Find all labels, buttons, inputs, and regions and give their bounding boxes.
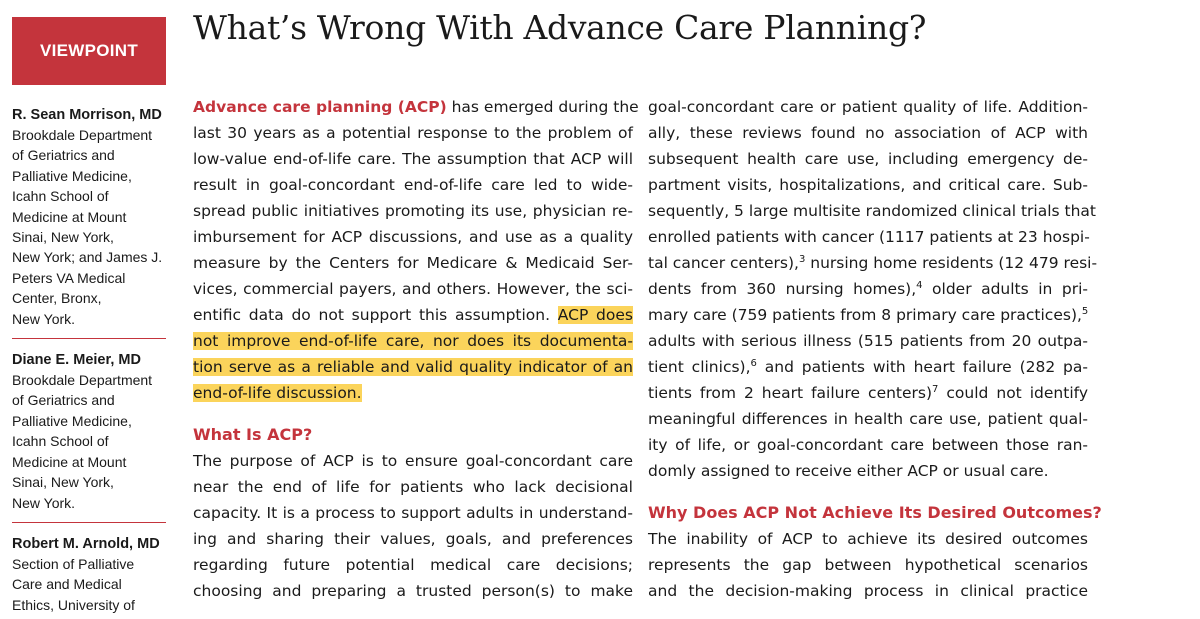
affiliation-line: of Geriatrics and bbox=[12, 392, 115, 409]
text-line: domly assigned to receive either ACP or usual care. bbox=[648, 462, 1049, 480]
affiliation-line: Peters VA Medical bbox=[12, 269, 126, 286]
affiliation-line: Palliative Medicine, bbox=[12, 167, 132, 184]
highlighted-text: ACP does bbox=[557, 306, 633, 324]
affiliation-line: of Geriatrics and bbox=[12, 147, 115, 164]
text-span: older adults in pri- bbox=[922, 280, 1088, 298]
body-column-right bbox=[648, 94, 1102, 604]
text-span: dents from 360 nursing homes), bbox=[648, 280, 917, 298]
text-line: The inability of ACP to achieve its desired outcomes bbox=[648, 530, 1088, 548]
affiliation-line: Icahn School of bbox=[12, 188, 109, 205]
text-line bbox=[648, 250, 1098, 276]
author-name: R. Sean Morrison, MD bbox=[12, 107, 162, 123]
section-heading: Why Does ACP Not Achieve Its Desired Outcomes? bbox=[648, 503, 1102, 522]
paragraph-spacer bbox=[648, 484, 1088, 500]
text-line: enrolled patients with cancer (1117 patients at 23 hospi- bbox=[648, 228, 1090, 246]
text-line: capacity. It is a process to support adults in understand- bbox=[193, 504, 633, 522]
author-name: Robert M. Arnold, MD bbox=[12, 535, 160, 552]
affiliation-line: Care and Medical bbox=[12, 576, 122, 593]
text-line bbox=[193, 94, 639, 120]
affiliation-line: Medicine at Mount bbox=[12, 208, 127, 225]
highlighted-text: end-of-life discussion. bbox=[193, 384, 362, 402]
reference-superscript: 5 bbox=[1081, 305, 1089, 317]
body-column-left bbox=[193, 94, 639, 604]
affiliation-line: Ethics, University of bbox=[12, 596, 135, 613]
text-line: regarding future potential medical care decisions; bbox=[193, 556, 633, 574]
author-affiliation bbox=[12, 370, 166, 513]
text-span: nursing home residents (12 479 resi- bbox=[805, 254, 1098, 272]
text-line bbox=[648, 302, 1088, 328]
author-arnold bbox=[12, 535, 166, 615]
text-line: spread public initiatives promoting its use, physician re- bbox=[193, 202, 633, 220]
text-line bbox=[193, 328, 633, 354]
text-line: subsequent health care use, including emergency de- bbox=[648, 150, 1088, 168]
affiliation-line: Center, Bronx, bbox=[12, 290, 102, 307]
text-line bbox=[193, 354, 633, 380]
text-line: low-value end-of-life care. The assumption that ACP will bbox=[193, 150, 633, 168]
text-line: and the decision-making process in clinical practice bbox=[648, 582, 1088, 600]
text-line: ally, these reviews found no association of ACP with bbox=[648, 124, 1088, 142]
author-sidebar bbox=[12, 106, 166, 615]
article-title: What’s Wrong With Advance Care Planning? bbox=[193, 8, 927, 47]
affiliation-line: Icahn School of bbox=[12, 433, 109, 450]
viewpoint-badge: VIEWPOINT bbox=[12, 17, 166, 85]
author-morrison bbox=[12, 106, 166, 339]
text-line: goal-concordant care or patient quality of life. Addition- bbox=[648, 98, 1088, 116]
text-line: adults with serious illness (515 patients from 20 outpa- bbox=[648, 332, 1088, 350]
affiliation-line: Sinai, New York, bbox=[12, 474, 114, 491]
affiliation-line: Brookdale Department bbox=[12, 127, 153, 143]
text-line: last 30 years as a potential response to the problem of bbox=[193, 124, 633, 142]
affiliation-line: New York; and James J. bbox=[12, 249, 163, 266]
reference-superscript: 7 bbox=[932, 383, 939, 395]
affiliation-line: Medicine at Mount bbox=[12, 453, 127, 470]
text-line: ing and sharing their values, goals, and preferences bbox=[193, 530, 633, 548]
affiliation-line: New York. bbox=[12, 310, 76, 327]
reference-superscript: 4 bbox=[916, 279, 923, 291]
text-span: tal cancer centers), bbox=[648, 254, 799, 272]
paragraph-spacer bbox=[193, 406, 633, 422]
text-span: tients from 2 heart failure centers) bbox=[648, 384, 933, 402]
text-line: sequently, 5 large multisite randomized clinical trials that bbox=[648, 202, 1096, 220]
affiliation-line: Section of Palliative bbox=[12, 555, 135, 572]
text-span: mary care (759 patients from 8 primary care practices), bbox=[648, 306, 1082, 324]
text-line: The purpose of ACP is to ensure goal-concordant care bbox=[193, 452, 633, 470]
text-span: has emerged during the bbox=[446, 98, 639, 116]
text-line: represents the gap between hypothetical scenarios bbox=[648, 556, 1088, 574]
text-line bbox=[648, 380, 1088, 406]
author-affiliation bbox=[12, 125, 166, 329]
lead-term: Advance care planning (ACP) bbox=[193, 98, 447, 116]
text-line bbox=[193, 380, 633, 406]
text-line: vices, commercial payers, and others. However, the sci- bbox=[193, 280, 633, 298]
text-line bbox=[648, 276, 1088, 302]
text-line: choosing and preparing a trusted person(s) to make bbox=[193, 582, 633, 600]
text-span: could not identify bbox=[938, 384, 1088, 402]
text-line bbox=[193, 302, 633, 328]
author-affiliation bbox=[12, 554, 166, 615]
text-span: and patients with heart failure (282 pa- bbox=[756, 358, 1088, 376]
text-line: imbursement for ACP discussions, and use as a quality bbox=[193, 228, 633, 246]
reference-superscript: 3 bbox=[798, 253, 806, 265]
affiliation-line: Palliative Medicine, bbox=[12, 412, 132, 429]
reference-superscript: 6 bbox=[750, 357, 757, 369]
text-line: ity of life, or goal-concordant care between those ran- bbox=[648, 436, 1088, 454]
highlighted-text: not improve end-of-life care, nor does its documenta- bbox=[193, 332, 633, 350]
highlighted-text: tion serve as a reliable and valid quality indicator of an bbox=[193, 358, 633, 376]
text-span: entific data do not support this assumption. bbox=[193, 306, 558, 324]
text-line: near the end of life for patients who lack decisional bbox=[193, 478, 633, 496]
affiliation-line: Brookdale Department bbox=[12, 372, 153, 389]
text-line: result in goal-concordant end-of-life care led to wide- bbox=[193, 176, 633, 194]
affiliation-line: New York. bbox=[12, 494, 76, 511]
author-meier bbox=[12, 351, 166, 523]
affiliation-line: Sinai, New York, bbox=[12, 229, 114, 246]
author-name: Diane E. Meier, MD bbox=[12, 352, 141, 369]
text-line bbox=[648, 354, 1088, 380]
text-line: meaningful differences in health care use, patient qual- bbox=[648, 410, 1088, 428]
section-heading: What Is ACP? bbox=[193, 425, 313, 444]
text-line: partment visits, hospitalizations, and critical care. Sub- bbox=[648, 176, 1088, 194]
text-span: tient clinics), bbox=[648, 358, 751, 376]
text-line: measure by the Centers for Medicare & Medicaid Ser- bbox=[193, 254, 633, 272]
